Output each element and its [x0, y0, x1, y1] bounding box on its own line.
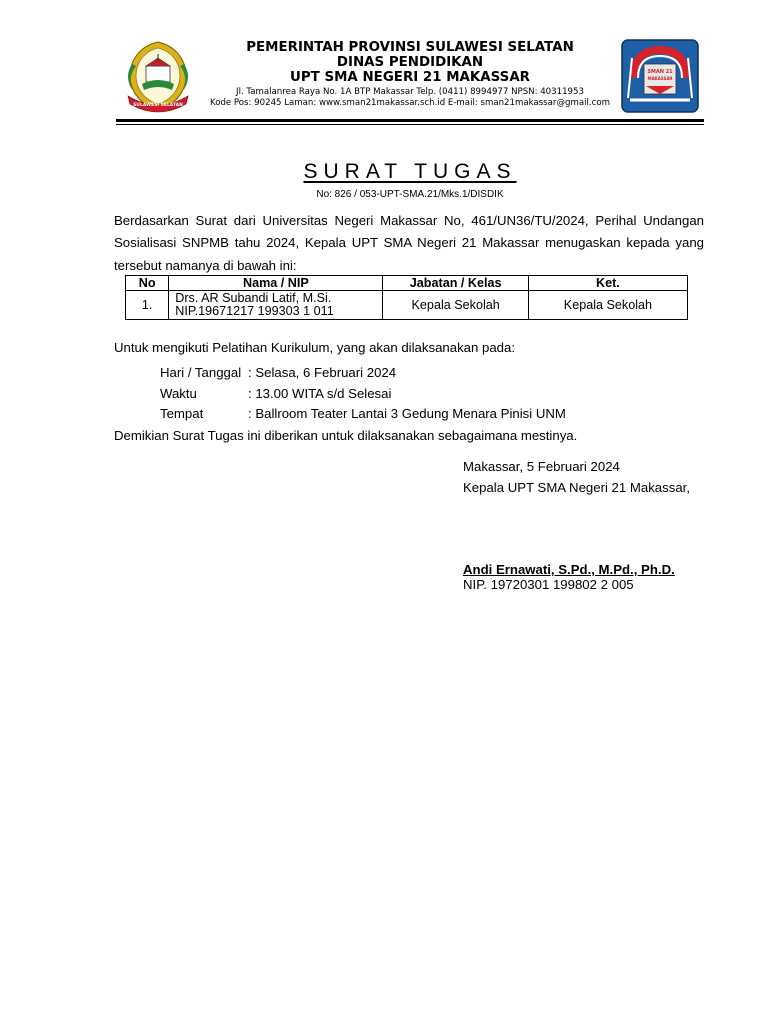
header-name-nip: Nama / NIP	[169, 276, 383, 291]
assignee-nip: NIP.19671217 199303 1 011	[175, 304, 334, 318]
detail-time-label: Waktu	[160, 386, 197, 401]
table-header-row	[126, 276, 688, 291]
letterhead-department: DINAS PENDIDIKAN	[336, 55, 484, 70]
document-title: SURAT TUGAS	[303, 160, 517, 183]
letterhead-rule-thick	[116, 119, 704, 122]
table-row	[126, 291, 688, 320]
provincial-emblem-logo	[118, 36, 198, 116]
assignee-name: Drs. AR Subandi Latif, M.Si.	[175, 291, 332, 305]
header-position: Jabatan / Kelas	[383, 276, 528, 291]
cell-name-nip	[169, 291, 383, 320]
cell-note: Kepala Sekolah	[528, 291, 687, 320]
letterhead-contact: Kode Pos: 90245 Laman: www.sman21makassar.sch.id E-mail: sman21makassar@gmail.com	[209, 98, 610, 108]
detail-date	[160, 365, 396, 380]
school-logo-city: MAKASSAR	[647, 76, 673, 81]
cell-position: Kepala Sekolah	[383, 291, 528, 320]
detail-date-value: : Selasa, 6 Februari 2024	[248, 365, 397, 380]
detail-time-value: : 13.00 WITA s/d Selesai	[248, 386, 392, 401]
detail-place-value: : Ballroom Teater Lantai 3 Gedung Menara Pinisi UNM	[248, 406, 566, 421]
emblem-caption: SULAWESI SELATAN	[133, 103, 183, 108]
signature-position: Kepala UPT SMA Negeri 21 Makassar,	[463, 480, 690, 495]
letterhead-address: Jl. Tamalanrea Raya No. 1A BTP Makassar Telp. (0411) 8994977 NPSN: 40311953	[236, 87, 584, 97]
header-no: No	[126, 276, 169, 291]
signature-place-date: Makassar, 5 Februari 2024	[463, 459, 620, 474]
document-number: No: 826 / 053-UPT-SMA.21/Mks.1/DISDIK	[316, 189, 504, 200]
event-intro: Untuk mengikuti Pelatihan Kurikulum, yang akan dilaksanakan pada:	[114, 340, 515, 355]
school-logo-name: SMAN 21	[647, 69, 673, 75]
signatory-nip: NIP. 19720301 199802 2 005	[463, 577, 634, 592]
cell-no: 1.	[126, 291, 169, 320]
closing-sentence: Demikian Surat Tugas ini diberikan untuk dilaksanakan sebagaimana mestinya.	[114, 428, 578, 443]
letterhead-school: UPT SMA NEGERI 21 MAKASSAR	[289, 70, 530, 85]
letterhead	[200, 40, 620, 109]
letterhead-government: PEMERINTAH PROVINSI SULAWESI SELATAN	[246, 40, 574, 55]
header-note: Ket.	[528, 276, 687, 291]
detail-time	[160, 386, 391, 401]
detail-place-label: Tempat	[160, 406, 204, 421]
detail-place	[160, 406, 566, 421]
detail-date-label: Hari / Tanggal	[160, 365, 242, 380]
opening-paragraph: Berdasarkan Surat dari Universitas Negeri Makassar No, 461/UN36/TU/2024, Perihal Undangan Sosialisasi SNPMB tahu 2024, Kepala UPT SMA Negeri 21 Makassar menugaskan kepada yang tersebut namanya di bawah ini:	[114, 213, 704, 273]
signatory-name: Andi Ernawati, S.Pd., M.Pd., Ph.D.	[463, 562, 675, 577]
assignee-table	[125, 275, 688, 320]
school-logo	[620, 38, 700, 114]
letterhead-rule-thin	[116, 124, 704, 125]
